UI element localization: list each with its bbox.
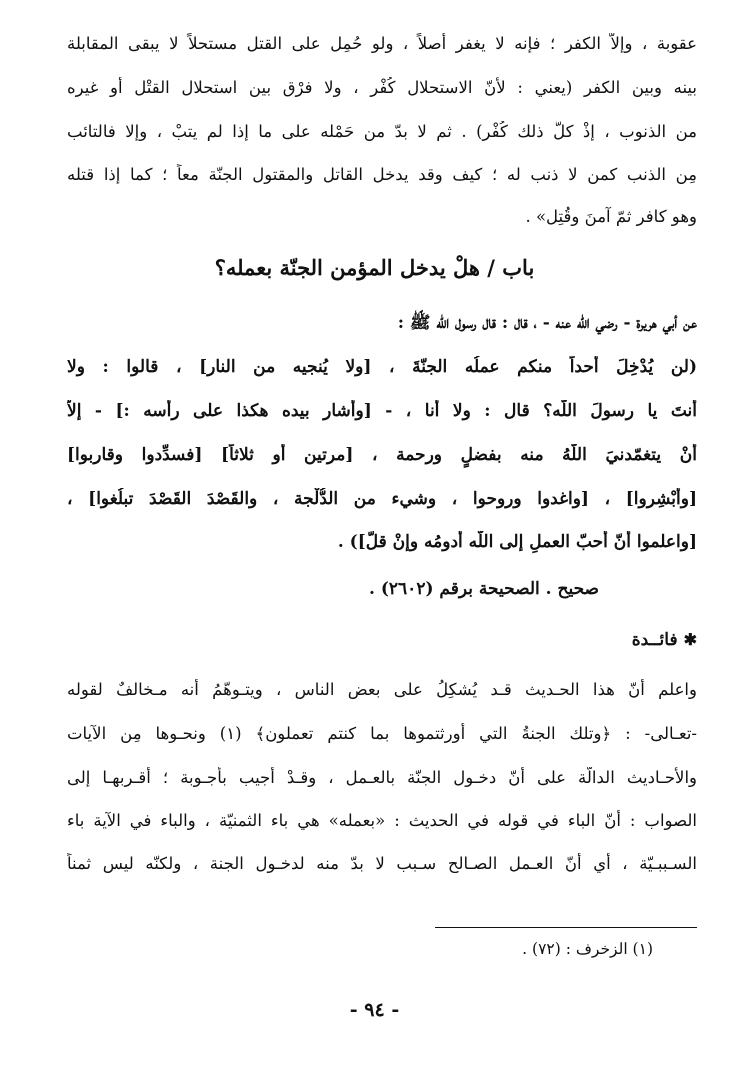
paragraph-line: واعلم أنّ هذا الحـديث قـد يُشكِلُ على بعض الناس ، ويتـوهّمُ أنه مـخالفٌ لقوله [67,680,697,699]
chapter-title: باب / هلْ يدخل المؤمن الجنّة بعمله؟ [214,255,535,280]
benefit-heading: فائــدة [631,630,678,650]
hadith-narrator: عن أبي هريرة - رضي الله عنه - ، قال : قال رسول الله ﷺ : [397,313,697,333]
paragraph-line: مِن الذنب كمن لا ذنب له ؛ كيف وقد يدخل القاتل والمقتول الجنّة معاً ؛ كما إذا قتله [67,165,697,184]
asterisk-icon: ✱ [683,630,697,649]
hadith-line: [واعلموا أنّ أحبّ العملِ إلى اللّه أدومُه وإنْ قلّ]) . [337,532,697,552]
paragraph-line: من الذنوب ، إذْ كلُّ ذلك كُفْر) . ثم لا بدّ من حَمْله على ما إذا لم يتبْ ، وإلا فالتائب [67,122,697,141]
paragraph-line: بينه وبين الكفر (يعني : لأنّ الاستحلال كُفْر ، ولا فرْق بين استحلال القتْل أو غيره [67,78,697,97]
hadith-grading: صحيح . الصحيحة برقم (٢٦٠٢) . [369,579,599,599]
footnote: (١) الزخرف : (٧٢) . [522,940,653,958]
paragraph-line: عقوبة ، وإلاّ الكفر ؛ فإنه لا يغفر أصلاً ، ولو حُمِل على القتل مستحلاً لا يبقى المقابلة [67,34,697,53]
hadith-line: [وأبْشِروا] ، [واغدوا وروحوا ، وشيء من الدُّلْجة ، والقَصْدَ القَصْدَ تبلُغوا] ، [67,489,697,509]
footnote-divider [435,927,697,928]
page-number: - ٩٤ - [349,999,400,1021]
hadith-line: أنْ يتغمّدنيَ اللّهُ منه بفضلٍ ورحمة ، [مرتين أو ثلاثاً] [فسدِّدوا وقاربوا] [67,445,697,465]
paragraph-line: وهو كافر ثمّ آمنَ وقُتِل» . [525,207,697,226]
paragraph-line: السـببـيّة ، أي أنّ العـمل الصـالح سـبب لا بدّ منه لدخـول الجنة ، ولكنّه ليس ثمناً [67,854,697,873]
hadith-line: أنتَ يا رسولَ اللّه؟ قال : ولا أنا ، - [وأشار بيده هكذا على رأسه :] - إلاّ [67,401,697,421]
paragraph-line: -تعـالى- : ﴿وتلك الجنةُ التي أورثتموها بما كنتم تعملون﴾ (١) ونحـوها مِن الآيات [67,724,697,743]
hadith-line: (لن يُدْخِلَ أحداً منكم عملُه الجنّةَ ، [ولا يُنجيه من النار] ، قالوا : ولا [67,357,697,377]
benefit-heading-row [632,628,697,652]
paragraph-line: الصواب : أنّ الباء في قوله في الحديث : «بعمله» هي باء الثمنيّة ، والباء في الآية باء [67,811,697,830]
paragraph-line: والأحـاديث الدالّة على أنّ دخـول الجنّة بالعـمل ، وقـدْ أجيب بأجـوبة ؛ أقـربهـا إلى [67,768,697,787]
